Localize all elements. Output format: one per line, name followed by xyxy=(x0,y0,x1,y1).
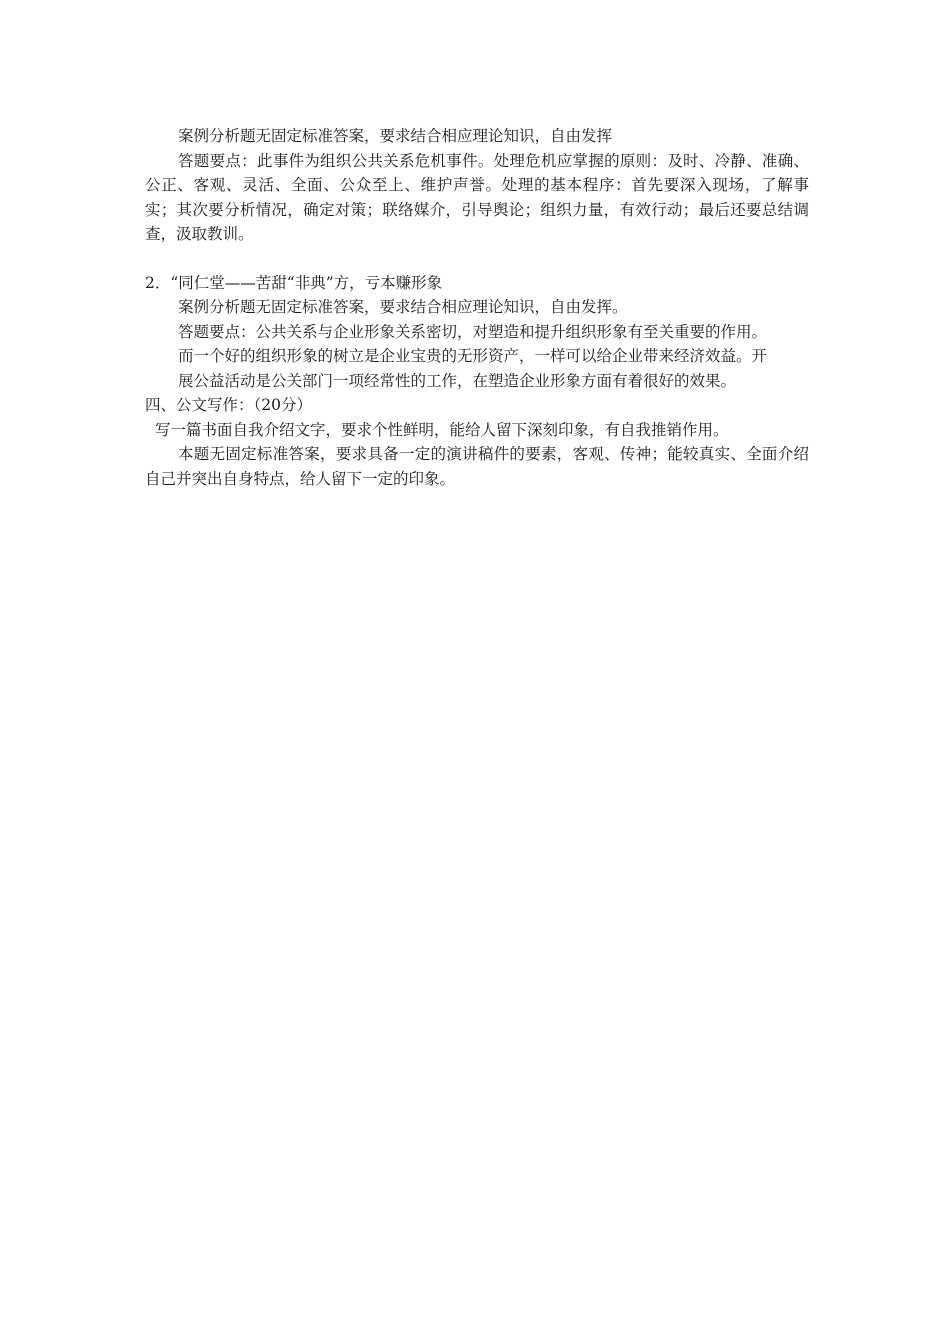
case2-answer-line1: 答题要点：公共关系与企业形象关系密切，对塑造和提升组织形象有至关重要的作用。 xyxy=(178,322,768,341)
case2-answer-line2: 而一个好的组织形象的树立是企业宝贵的无形资产，一样可以给企业带来经济效益。开 xyxy=(178,347,768,365)
case2-instruction: 案例分析题无固定标准答案，要求结合相应理论知识，自由发挥。 xyxy=(178,298,628,316)
section4-prompt: 写一篇书面自我介绍文字，要求个性鲜明，能给人留下深刻印象，有自我推销作用。 xyxy=(155,420,729,439)
case2-answer-line3: 展公益活动是公关部门一项经常性的工作，在塑造企业形象方面有着很好的效果。 xyxy=(178,371,737,390)
case1-instruction: 案例分析题无固定标准答案，要求结合相应理论知识，自由发挥 xyxy=(178,127,613,145)
paragraph-gap xyxy=(145,247,809,271)
section4-heading: 四、公文写作：（20分） xyxy=(145,396,312,414)
document-page xyxy=(145,124,809,491)
case1-answer-points: 答题要点：此事件为组织公共关系危机事件。处理危机应掌握的原则：及时、冷静、准确、公正、客观、灵活、全面、公众至上、维护声誉。处理的基本程序：首先要深入现场，了解事实；其次要分析情况，确定对策；联络媒介，引导舆论；组织力量，有效行动；最后还要总结调查，汲取教训。 xyxy=(145,151,809,243)
case2-title: 2．“同仁堂——苦甜“非典”方，亏本赚形象 xyxy=(145,273,443,292)
section4-answer: 本题无固定标准答案，要求具备一定的演讲稿件的要素，客观、传神；能较真实、全面介绍自己并突出自身特点，给人留下一定的印象。 xyxy=(145,445,809,488)
